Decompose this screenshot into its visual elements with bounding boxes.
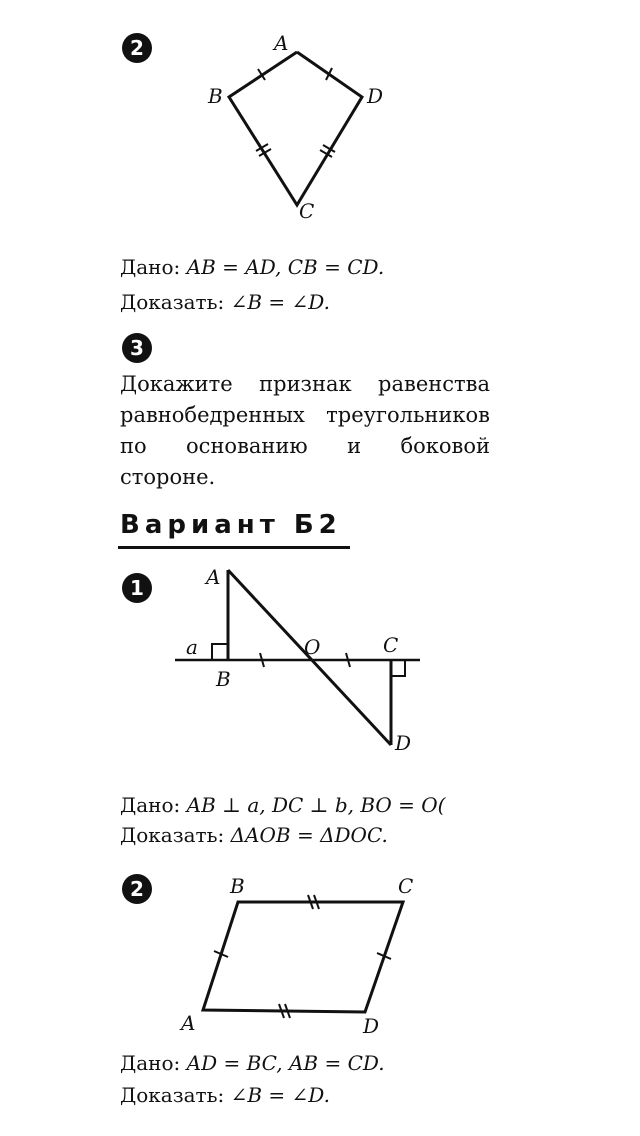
point-label-b: B [230, 874, 245, 898]
point-label-c: C [398, 874, 414, 898]
given-text: AB ⊥ a, DC ⊥ b, BO = O( [186, 793, 446, 817]
problem-number-badge: 2 [122, 874, 152, 904]
given-label: Дано: [120, 1051, 181, 1075]
prove-line [120, 1080, 330, 1110]
given-label: Дано: [120, 793, 181, 817]
point-label-d: D [363, 1014, 380, 1038]
point-label-d: D [367, 84, 384, 108]
problem-number-badge: 2 [122, 33, 152, 63]
given-line [120, 1048, 385, 1078]
given-label: Дано: [120, 255, 181, 279]
variant-heading: Вариант Б2 [120, 510, 342, 540]
point-label-a: A [274, 31, 289, 55]
point-label-d: D [395, 731, 412, 755]
point-label-a: A [181, 1011, 196, 1035]
prove-label: Доказать: [120, 1083, 225, 1107]
point-label-c: C [383, 633, 399, 657]
prove-text: ∠B = ∠D. [230, 290, 330, 314]
point-label-o: O [304, 635, 321, 659]
point-label-a: A [206, 565, 221, 589]
problem-text: Докажите признак равенства равнобедренных треугольников по основанию и боковой стороне. [120, 372, 490, 489]
prove-text: ΔAOB = ΔDOC. [230, 823, 388, 847]
prove-text: ∠B = ∠D. [230, 1083, 330, 1107]
point-label-b: B [208, 84, 223, 108]
problem-number-badge: 3 [122, 333, 152, 363]
given-text: AB = AD, CB = CD. [186, 255, 385, 279]
prove-label: Доказать: [120, 823, 225, 847]
prove-label: Доказать: [120, 290, 225, 314]
problem-number-badge: 1 [122, 573, 152, 603]
given-text: AD = BC, AB = CD. [186, 1051, 385, 1075]
point-label-c: C [299, 199, 315, 223]
point-label-b: B [216, 667, 231, 691]
parallelogram-outline [203, 902, 403, 1012]
line-label-a: a [186, 635, 198, 659]
